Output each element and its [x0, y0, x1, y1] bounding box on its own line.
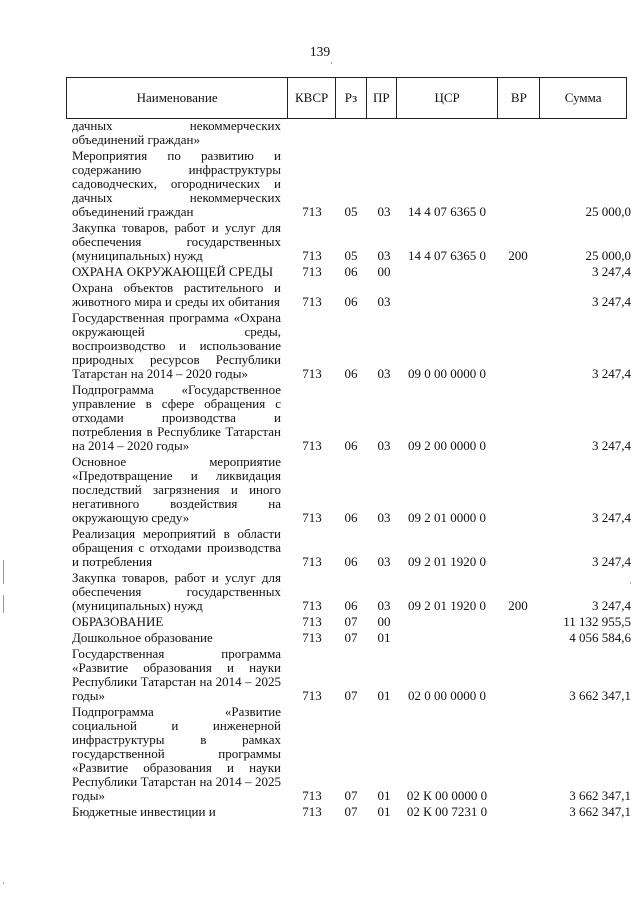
row-pr: 00 [377, 264, 391, 279]
row-rz: 05 [344, 248, 358, 263]
row-rz: 07 [344, 630, 358, 645]
table-row [0, 281, 640, 309]
row-rz: 06 [344, 598, 358, 613]
row-rz: 06 [344, 366, 358, 381]
row-csr: 09 2 00 0000 0 [408, 438, 486, 453]
table-row [0, 571, 640, 613]
row-kvsr: 713 [302, 510, 322, 525]
table-row [0, 311, 640, 381]
table-row [0, 455, 640, 525]
row-kvsr: 713 [302, 788, 322, 803]
row-csr: 09 2 01 0000 0 [408, 510, 486, 525]
page-number: 139 [309, 44, 331, 59]
row-name: Дошкольное образование [72, 630, 213, 645]
row-csr: 09 2 01 1920 0 [408, 598, 486, 613]
row-rz: 05 [344, 204, 358, 219]
row-pr: 03 [377, 598, 391, 613]
row-kvsr: 713 [302, 554, 322, 569]
row-rz: 06 [344, 438, 358, 453]
row-name: Государственная программа «Охрана окружающей среды, воспроизводство и использование природных ресурсов Республики Татарстан на 2014 – 2020 годы» [72, 310, 281, 381]
row-kvsr: 713 [302, 598, 322, 613]
row-sum: 3 662 347,1 [569, 688, 631, 703]
table-row [0, 705, 640, 803]
row-kvsr: 713 [302, 204, 322, 219]
row-pr: 03 [377, 510, 391, 525]
row-pr: 03 [377, 294, 391, 309]
scan-speck: · [330, 58, 333, 68]
row-rz: 06 [344, 294, 358, 309]
scan-speck: · [2, 878, 5, 888]
row-pr: 03 [377, 366, 391, 381]
header-name: Наименование [136, 90, 218, 105]
row-rz: 07 [344, 688, 358, 703]
table-row [0, 383, 640, 453]
table-row [0, 647, 640, 703]
row-sum: 3 247,4 [592, 366, 631, 381]
row-kvsr: 713 [302, 294, 322, 309]
row-pr: 03 [377, 204, 391, 219]
row-sum: 3 247,4 [592, 294, 631, 309]
row-name: Подпрограмма «Государственное управление в сфере обращения с отходами производства и потребления в Республике Татарстан на 2014 – 2020 годы» [72, 382, 281, 453]
row-kvsr: 713 [302, 366, 322, 381]
header-sum: Сумма [539, 78, 626, 118]
row-kvsr: 713 [302, 264, 322, 279]
row-kvsr: 713 [302, 248, 322, 263]
row-rz: 07 [344, 804, 358, 819]
row-pr: 00 [377, 614, 391, 629]
row-name: Основное мероприятие «Предотвращение и ликвидация последствий загрязнения и иного негативного воздействия на окружающую среду» [72, 454, 281, 525]
row-sum: 3 662 347,1 [569, 788, 631, 803]
row-sum: 3 247,4 [592, 554, 631, 569]
header-kvsr: КВСР [287, 78, 335, 118]
row-sum: 11 132 955,5 [563, 614, 631, 629]
row-name: Закупка товаров, работ и услуг для обеспечения государственных (муниципальных) нужд [72, 220, 281, 263]
row-rz: 07 [344, 614, 358, 629]
row-rz: 06 [344, 264, 358, 279]
row-sum: 25 000,0 [585, 204, 631, 219]
header-rz: Рз [335, 78, 366, 118]
row-sum: 25 000,0 [585, 248, 631, 263]
table-row [0, 631, 640, 645]
row-kvsr: 713 [302, 614, 322, 629]
row-csr: 14 4 07 6365 0 [408, 248, 486, 263]
row-kvsr: 713 [302, 804, 322, 819]
header-pr: ПР [366, 78, 396, 118]
row-pr: 01 [377, 804, 391, 819]
row-vr: 200 [508, 598, 528, 613]
row-name: Мероприятия по развитию и содержанию инфраструктуры садоводческих, огороднических и дачных некоммерческих объединений граждан [72, 148, 281, 219]
table-row [0, 221, 640, 263]
row-sum: 3 247,4 [592, 598, 631, 613]
row-pr: 03 [377, 248, 391, 263]
row-name: Бюджетные инвестиции и [72, 804, 216, 819]
header-csr: ЦСР [396, 78, 498, 118]
table-header [66, 77, 627, 119]
row-sum: 3 247,4 [592, 438, 631, 453]
row-csr: 02 К 00 0000 0 [406, 788, 488, 803]
row-pr: 01 [377, 688, 391, 703]
row-kvsr: 713 [302, 630, 322, 645]
row-name: Государственная программа «Развитие образования и науки Республики Татарстан на 2014 – 2025 годы» [72, 646, 281, 703]
row-csr: 09 0 00 0000 0 [408, 366, 486, 381]
row-name: Подпрограмма «Развитие социальной и инженерной инфраструктуры в рамках государственной программы «Развитие образования и науки Республики Татарстан на 2014 – 2025 годы» [72, 704, 281, 803]
row-pr: 01 [377, 788, 391, 803]
table-row [0, 527, 640, 569]
row-kvsr: 713 [302, 438, 322, 453]
row-rz: 06 [344, 510, 358, 525]
scan-speck: · [629, 578, 632, 588]
row-rz: 07 [344, 788, 358, 803]
row-csr: 14 4 07 6365 0 [408, 204, 486, 219]
row-sum: 3 247,4 [592, 510, 631, 525]
table-row [0, 265, 640, 279]
row-csr: 02 К 00 7231 0 [406, 804, 488, 819]
row-name: Реализация мероприятий в области обращения с отходами производства и потребления [72, 526, 281, 569]
header-vr: ВР [497, 78, 539, 118]
row-csr: 02 0 00 0000 0 [408, 688, 486, 703]
row-name: ОХРАНА ОКРУЖАЮЩЕЙ СРЕДЫ [72, 264, 274, 279]
row-rz: 06 [344, 554, 358, 569]
row-sum: 4 056 584,6 [569, 630, 631, 645]
row-pr: 03 [377, 438, 391, 453]
table-row [0, 149, 640, 219]
row-name: дачных некоммерческих объединений граждан» [72, 118, 281, 147]
table-row [0, 119, 640, 147]
row-sum: 3 662 347,1 [569, 804, 631, 819]
budget-table-body [0, 119, 640, 819]
row-name: ОБРАЗОВАНИЕ [72, 614, 164, 629]
row-pr: 03 [377, 554, 391, 569]
row-pr: 01 [377, 630, 391, 645]
row-name: Охрана объектов растительного и животного мира и среды их обитания [72, 280, 281, 309]
row-name: Закупка товаров, работ и услуг для обеспечения государственных (муниципальных) нужд [72, 570, 281, 613]
row-kvsr: 713 [302, 688, 322, 703]
row-sum: 3 247,4 [592, 264, 631, 279]
row-csr: 09 2 01 1920 0 [408, 554, 486, 569]
row-vr: 200 [508, 248, 528, 263]
table-row [0, 805, 640, 819]
table-row [0, 615, 640, 629]
